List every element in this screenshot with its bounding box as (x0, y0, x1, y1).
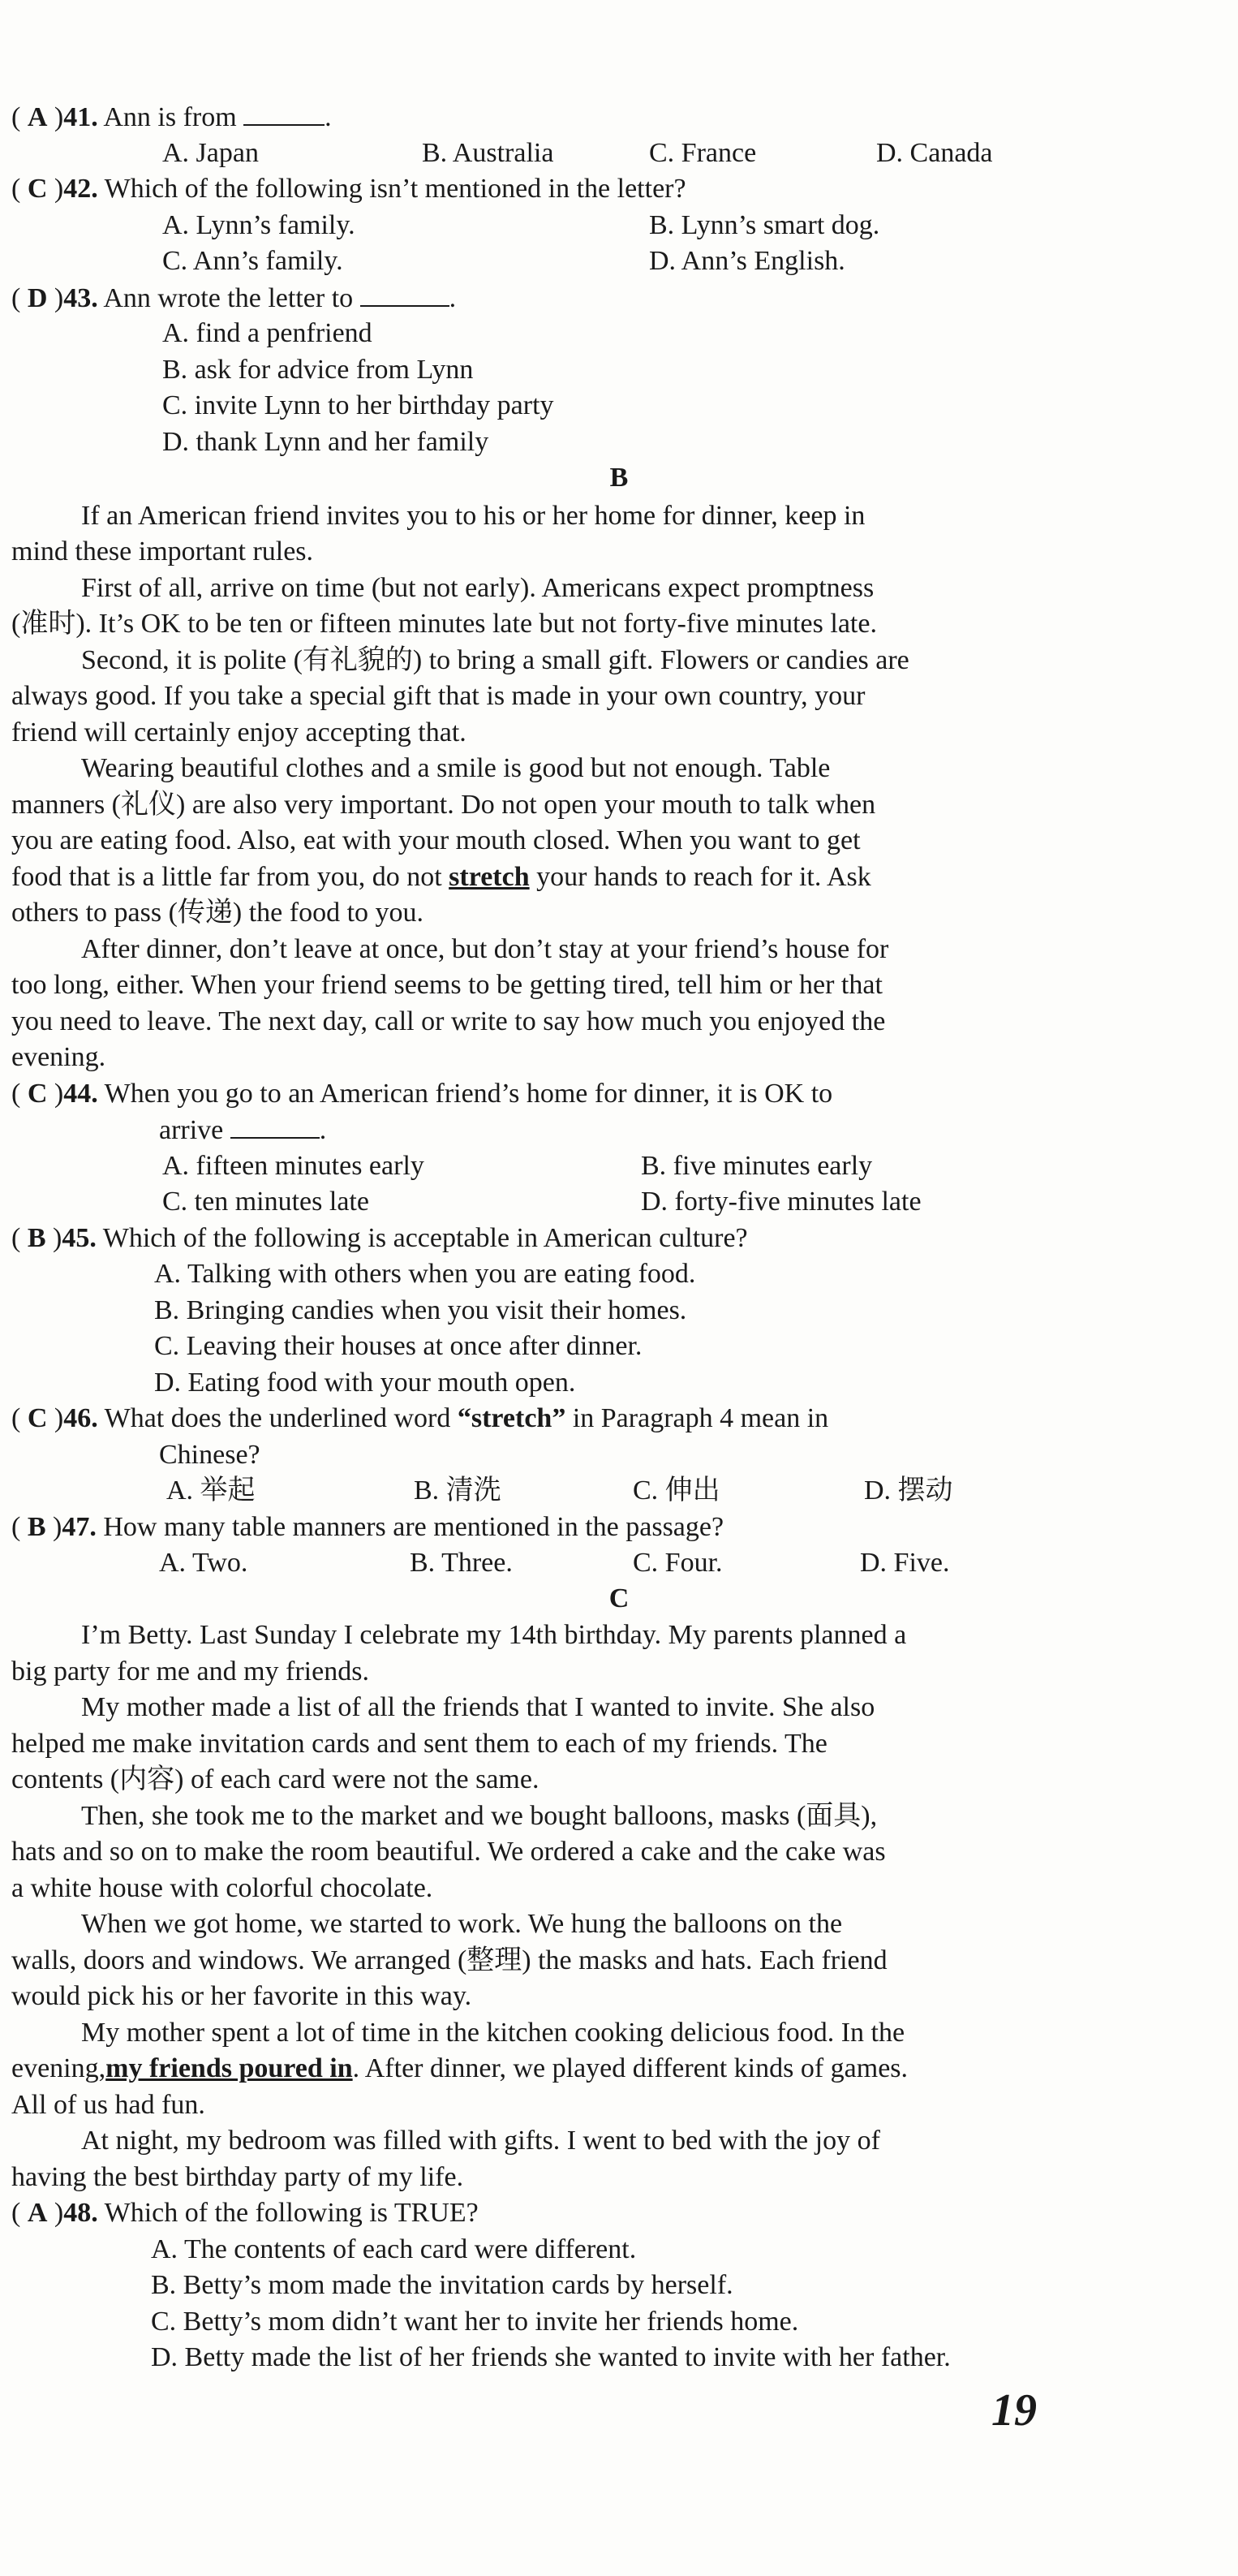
option-43-d: D. thank Lynn and her family (162, 427, 489, 457)
passage-c-line: Then, she took me to the market and we bought balloons, masks (面具), (81, 1801, 878, 1831)
option-43-c: C. invite Lynn to her birthday party (162, 390, 554, 420)
option-48-c: C. Betty’s mom didn’t want her to invite her friends home. (151, 2307, 799, 2337)
answer-42: C (27, 174, 48, 204)
passage-b-line: After dinner, don’t leave at once, but don’t stay at your friend’s house for (81, 934, 889, 964)
passage-c-line: My mother made a list of all the friends that I wanted to invite. She also (81, 1692, 875, 1722)
passage-c-line: When we got home, we started to work. We hung the balloons on the (81, 1909, 843, 1939)
option-46-c: C. 伸出 (633, 1475, 720, 1506)
option-46-b: B. 清洗 (414, 1475, 501, 1506)
passage-c-line: big party for me and my friends. (11, 1656, 369, 1686)
option-47-d: D. Five. (860, 1548, 950, 1578)
question-46-stem-cont: Chinese? (159, 1440, 260, 1470)
passage-b-line: you need to leave. The next day, call or write to say how much you enjoyed the (11, 1006, 886, 1036)
answer-45: B (27, 1223, 46, 1253)
passage-c-line: I’m Betty. Last Sunday I celebrate my 14th birthday. My parents planned a (81, 1620, 907, 1650)
question-48: ( A )48. Which of the following is TRUE? (11, 2198, 479, 2228)
question-44: ( C )44. When you go to an American friend’s home for dinner, it is OK to (11, 1079, 833, 1109)
page-number: 19 (991, 2385, 1037, 2436)
passage-b-line: mind these important rules. (11, 536, 314, 566)
option-42-d: D. Ann’s English. (649, 246, 845, 276)
option-47-c: C. Four. (633, 1548, 723, 1578)
option-47-b: B. Three. (410, 1548, 513, 1578)
passage-c-line: At night, my bedroom was filled with gifts. I went to bed with the joy of (81, 2126, 880, 2156)
answer-44: C (27, 1079, 48, 1109)
question-42: ( C )42. Which of the following isn’t mentioned in the letter? (11, 174, 686, 204)
option-45-c: C. Leaving their houses at once after dinner. (154, 1331, 643, 1361)
passage-c-line: All of us had fun. (11, 2090, 205, 2120)
question-43: ( D )43. Ann wrote the letter to . (11, 282, 457, 313)
passage-c-line: walls, doors and windows. We arranged (整理) the masks and hats. Each friend (11, 1945, 888, 1975)
option-41-c: C. France (649, 138, 757, 168)
passage-b-line: If an American friend invites you to his or her home for dinner, keep in (81, 501, 866, 531)
passage-b-line: (准时). It’s OK to be ten or fifteen minutes late but not forty-five minutes late. (11, 609, 877, 639)
option-42-b: B. Lynn’s smart dog. (649, 210, 880, 240)
passage-b-line: others to pass (传递) the food to you. (11, 898, 424, 928)
passage-c-line: contents (内容) of each card were not the same. (11, 1764, 539, 1794)
option-46-a: A. 举起 (166, 1475, 256, 1506)
option-41-d: D. Canada (876, 138, 993, 168)
option-43-a: A. find a penfriend (162, 318, 372, 348)
passage-b-line: manners (礼仪) are also very important. Do not open your mouth to talk when (11, 790, 876, 820)
option-42-a: A. Lynn’s family. (162, 210, 355, 240)
option-41-b: B. Australia (422, 138, 554, 168)
option-46-d: D. 摆动 (864, 1475, 953, 1506)
option-45-d: D. Eating food with your mouth open. (154, 1368, 576, 1398)
answer-48: A (27, 2198, 48, 2228)
option-44-a: A. fifteen minutes early (162, 1151, 424, 1181)
answer-blank (230, 1114, 320, 1139)
passage-b-line: food that is a little far from you, do not stretch your hands to reach for it. Ask (11, 862, 871, 892)
section-heading-b: B (609, 463, 629, 493)
answer-blank (243, 101, 325, 126)
option-48-d: D. Betty made the list of her friends she wanted to invite with her father. (151, 2342, 951, 2372)
passage-c-line: having the best birthday party of my life. (11, 2162, 464, 2192)
option-43-b: B. ask for advice from Lynn (162, 355, 474, 385)
option-45-b: B. Bringing candies when you visit their homes. (154, 1295, 687, 1325)
passage-b-line: always good. If you take a special gift that is made in your own country, your (11, 681, 866, 711)
passage-c-line: would pick his or her favorite in this way. (11, 1981, 472, 2011)
passage-b-line: friend will certainly enjoy accepting that. (11, 717, 466, 747)
answer-43: D (27, 282, 48, 313)
section-heading-c: C (608, 1583, 630, 1613)
option-45-a: A. Talking with others when you are eating food. (154, 1259, 696, 1289)
passage-c-line: hats and so on to make the room beautiful. We ordered a cake and the cake was (11, 1837, 886, 1867)
option-44-b: B. five minutes early (641, 1151, 873, 1181)
option-42-c: C. Ann’s family. (162, 246, 343, 276)
underlined-phrase: my friends poured in (105, 2053, 353, 2083)
passage-c-line: My mother spent a lot of time in the kitchen cooking delicious food. In the (81, 2018, 905, 2048)
option-41-a: A. Japan (162, 138, 259, 168)
option-44-d: D. forty-five minutes late (641, 1187, 922, 1217)
passage-b-line: First of all, arrive on time (but not early). Americans expect promptness (81, 573, 875, 603)
option-48-a: A. The contents of each card were different. (151, 2234, 637, 2264)
passage-b-line: Second, it is polite (有礼貌的) to bring a small gift. Flowers or candies are (81, 645, 909, 675)
passage-c-line: helped me make invitation cards and sent them to each of my friends. The (11, 1729, 827, 1759)
question-47: ( B )47. How many table manners are mentioned in the passage? (11, 1512, 724, 1542)
question-46: ( C )46. What does the underlined word “stretch” in Paragraph 4 mean in (11, 1403, 829, 1433)
option-44-c: C. ten minutes late (162, 1187, 369, 1217)
passage-c-line: evening,my friends poured in. After dinner, we played different kinds of games. (11, 2053, 909, 2083)
passage-b-line: too long, either. When your friend seems to be getting tired, tell him or her that (11, 970, 883, 1000)
passage-b-line: you are eating food. Also, eat with your mouth closed. When you want to get (11, 825, 861, 855)
question-41: ( A )41. Ann is from . (11, 101, 332, 132)
answer-41: A (27, 101, 48, 132)
answer-blank (360, 282, 449, 307)
option-48-b: B. Betty’s mom made the invitation cards by herself. (151, 2270, 733, 2300)
passage-b-line: Wearing beautiful clothes and a smile is good but not enough. Table (81, 753, 831, 783)
option-47-a: A. Two. (159, 1548, 248, 1578)
passage-b-line: evening. (11, 1042, 106, 1072)
question-45: ( B )45. Which of the following is acceptable in American culture? (11, 1223, 748, 1253)
answer-47: B (27, 1512, 46, 1542)
question-44-stem-cont: arrive . (159, 1114, 327, 1145)
passage-c-line: a white house with colorful chocolate. (11, 1873, 433, 1903)
answer-46: C (27, 1403, 48, 1433)
underlined-word-stretch: stretch (449, 862, 530, 892)
